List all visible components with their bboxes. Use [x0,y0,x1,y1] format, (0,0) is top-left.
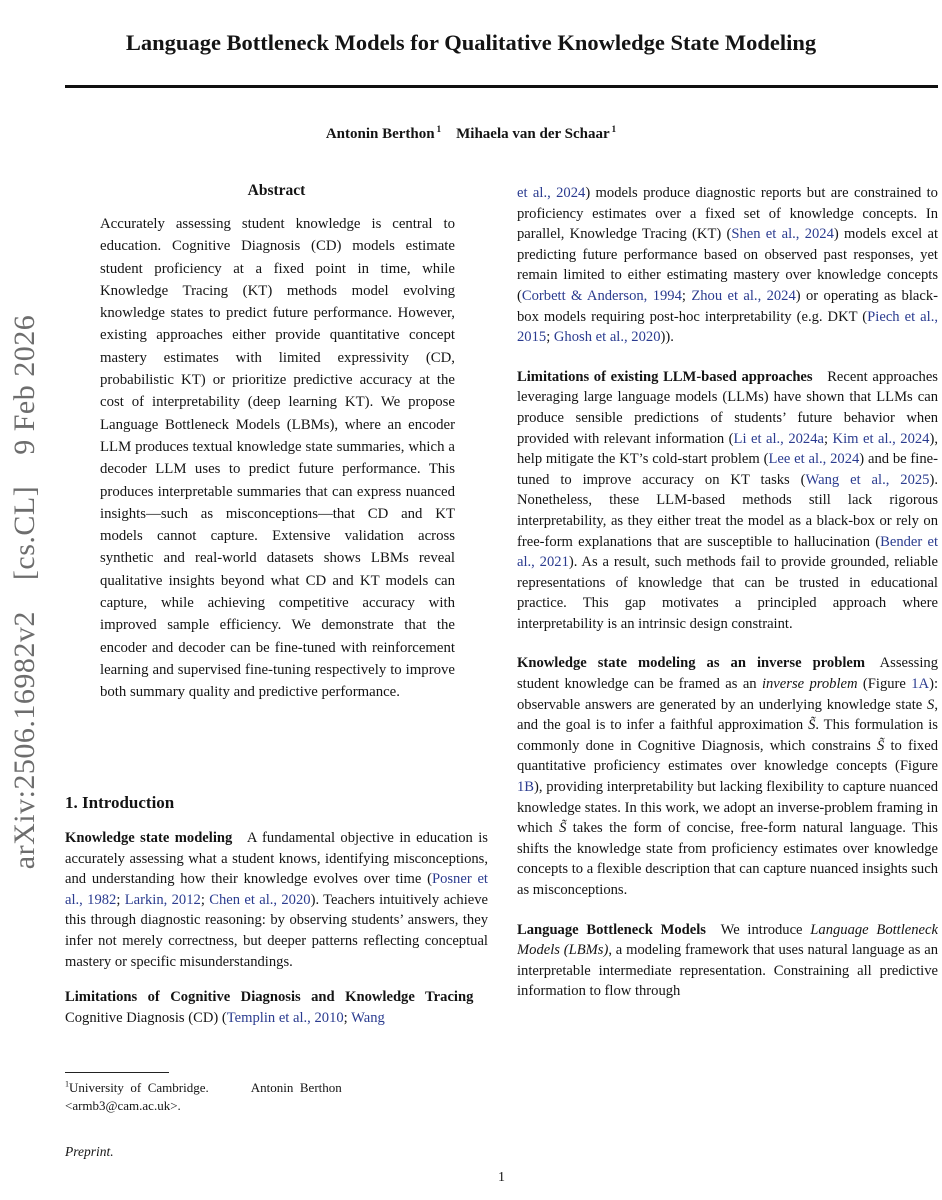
citation-link[interactable]: Posner et al., 1982 [65,871,488,908]
intro-paragraph-limitations-cd-kt: Limitations of Cognitive Diagnosis and Knowledge Tracing Cognitive Diagnosis (CD) (Templin et al., 2010; Wang [65,989,474,1026]
right-paragraph-llm-limitations: Limitations of existing LLM-based approaches Recent approaches leveraging large language models (LLMs) have shown that LLMs can produce sensible predictions of students’ future behavior when provided with relevant information (Li et al., 2024a; Kim et al., 2024), help mitigate the KT’s cold-start problem (Lee et al., 2024) and be fine-tuned to improve accuracy on KT tasks (Wang et al., 2025). Nonetheless, these LLM-based methods still lack rigorous interpretability, as they either treat the model as a black-box or rely on free-form explanations that are susceptible to hallucination (Bender et al., 2021). As a result, such methods fail to provide grounded, reliable representations of knowledge that can be trusted in educational practice. This gap motivates a principled approach where interpretability is an intrinsic design constraint. [517,368,938,632]
introduction-section [65,793,488,1043]
title-divider [65,85,938,88]
citation-link[interactable]: Templin et al., 2010 [226,1009,344,1026]
citation-link[interactable]: Corbett & Anderson, 1994 [521,287,682,304]
citation-link[interactable]: Shen et al., 2024 [731,226,834,243]
citation-link[interactable]: Kim et al., 2024 [832,430,930,447]
intro-paragraph-knowledge-state-modeling: Knowledge state modeling A fundamental objective in education is accurately assessing what a student knows, identifying misconceptions, and understanding how their knowledge evolves over time (Posner et al., 1982; Larkin, 2012; Chen et al., 2020). Teachers intuitively achieve this through diagnostic reasoning: by observing students’ answers, they infer not merely correctness, but deeper patterns reflecting conceptual mastery or specific misunderstandings. [65,830,489,970]
citation-link[interactable]: et al., 2024 [517,185,586,201]
citation-link[interactable]: Lee et al., 2024 [768,451,860,468]
citation-link[interactable]: Chen et al., 2020 [209,891,311,908]
arxiv-watermark: arXiv:2506.16982v2 [cs.CL] 9 Feb 2026 [8,314,41,870]
citation-link[interactable]: Li et al., 2024a [733,430,824,447]
abstract-section [65,182,488,704]
footnote-affiliation: $^1$University of Cambridge. Antonin Berthon [65,1079,342,1095]
citation-link[interactable]: Wang et al., 2025 [805,471,930,488]
introduction-heading: 1. Introduction [65,793,175,812]
citation-link[interactable]: Ghosh et al., 2020 [553,329,661,346]
citation-link[interactable]: Larkin, 2012 [124,891,201,908]
right-paragraph-language-bottleneck-models: Language Bottleneck Models We introduce Language Bottleneck Models (LBMs), a modeling framework that uses natural language as an interpretable intermediate representation. Constraining all predictive information to flow through [517,921,938,1000]
abstract-heading: Abstract [247,182,306,199]
citation-link[interactable]: Bender et al., 2021 [517,533,938,571]
authors-line: Antonin Berthon $^1$ Mihaela van der Schaar $^1$ [325,125,617,142]
page-number: 1 [498,1170,505,1185]
footnote-divider [65,1072,169,1073]
citation-link[interactable]: Wang [351,1009,385,1026]
right-column [517,183,938,1190]
citation-link[interactable]: 1A [911,676,930,693]
footnote-email: <armb3@cam.ac.uk>. [65,1097,181,1113]
citation-link[interactable]: Zhou et al., 2024 [691,287,796,304]
footnote-block [65,1072,488,1114]
preprint-note: Preprint. [65,1144,114,1159]
citation-link[interactable]: Piech et al., 2015 [517,308,938,346]
paper-title: Language Bottleneck Models for Qualitative Knowledge State Modeling [125,30,817,55]
right-paragraph-inverse-problem: Knowledge state modeling as an inverse problem Assessing student knowledge can be framed as an inverse problem (Figure 1A): observable answers are generated by an underlying knowledge state S, and the goal is to infer a faithful approximation S̃. This formulation is commonly done in Cognitive Diagnosis, which constrains S̃ to fixed quantitative proficiency estimates over knowledge concepts (Figure 1B), providing interpretability but lacking flexibility to capture nuanced knowledge states. In this work, we adopt an inverse-problem framing in which S̃ takes the form of concise, free-form natural language. This shifts the knowledge state from proficiency estimates over knowledge concepts to a flexible description that can capture nuanced insights such as misconceptions. [517,655,938,898]
right-paragraph-cd-kt-continuation: et al., 2024) models produce diagnostic reports but are constrained to proficiency estimates over a fixed set of knowledge concepts. In parallel, Knowledge Tracing (KT) (Shen et al., 2024) models excel at predicting future performance based on observed past responses, yet remain limited to either estimating mastery over knowledge concepts (Corbett & Anderson, 1994; Zhou et al., 2024) or operating as black-box models requiring post-hoc interpretability (e.g. DKT (Piech et al., 2015; Ghosh et al., 2020)). [517,185,938,346]
citation-link[interactable]: 1B [517,779,535,796]
abstract-body: Accurately assessing student knowledge is central to education. Cognitive Diagnosis (CD) models estimate student proficiency at a fixed point in time, while Knowledge Tracing (KT) methods model evolving knowledge states to predict future performance. However, existing approaches either provide quantitative concept mastery estimates with limited expressivity (CD, probabilistic KT) or prioritize predictive accuracy at the cost of interpretability (deep learning KT). We propose Language Bottleneck Models (LBMs), where an encoder LLM produces textual knowledge state summaries, which a decoder LLM uses to predict future performance. This produces interpretable summaries that can express nuanced insights—such as misconceptions—that CD and KT models cannot capture. Extensive validation across synthetic and real-world datasets shows LBMs reveal qualitative insights beyond what CD and KT models can capture, while achieving competitive accuracy with improved sample efficiency. We demonstrate that the encoder and decoder can be fine-tuned with reinforcement learning and supervised fine-tuning respectively to improve both summary quality and predictive performance. [100,216,455,701]
